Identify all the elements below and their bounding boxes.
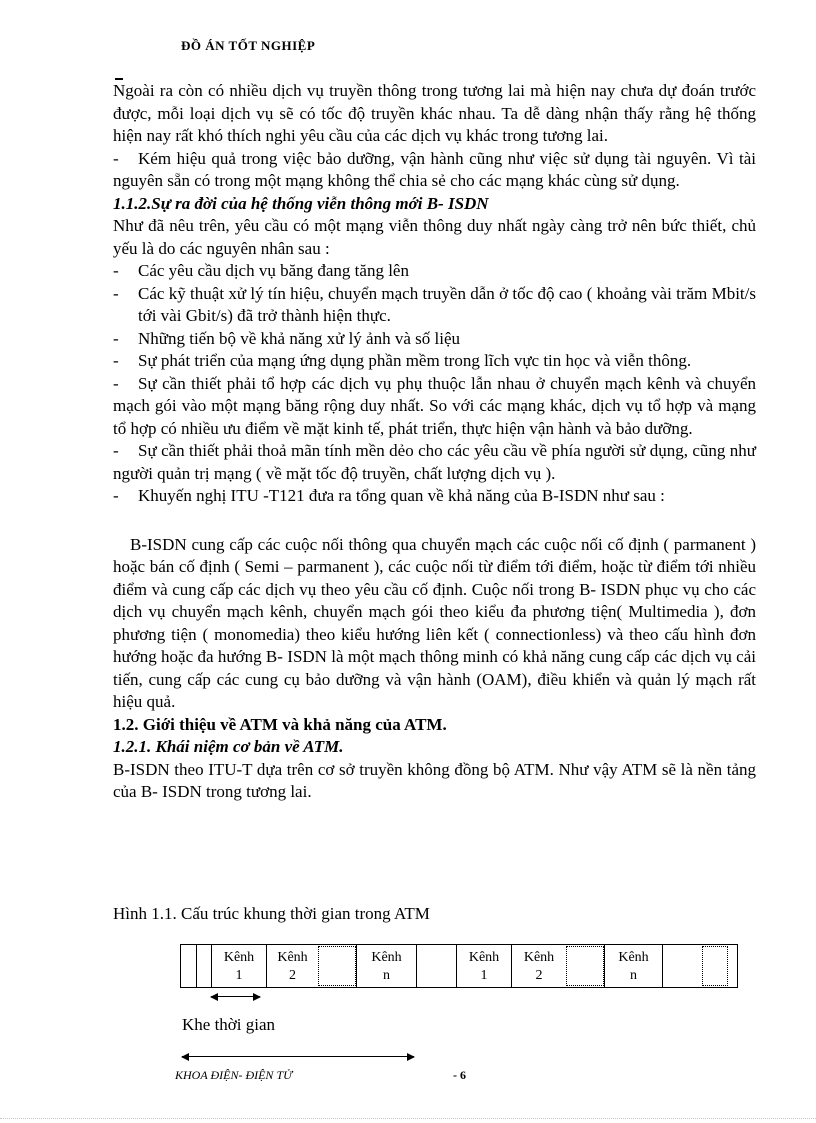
document-body bbox=[113, 80, 756, 804]
frame-cell-channel-n bbox=[356, 944, 416, 988]
list-item bbox=[113, 373, 756, 441]
cell-label-top: Kênh bbox=[277, 950, 308, 965]
bullet-text: Các yêu cầu dịch vụ băng đang tăng lên bbox=[138, 261, 409, 280]
bullet-inefficiency bbox=[113, 148, 756, 193]
frame-divider bbox=[416, 944, 456, 988]
frame-cell-channel-2b bbox=[511, 944, 566, 988]
bullet-dash: - bbox=[113, 328, 119, 348]
arrow-left-icon bbox=[210, 993, 218, 1001]
page-header-title: ĐỒ ÁN TỐT NGHIỆP bbox=[181, 38, 316, 53]
arrow-right-icon bbox=[253, 993, 261, 1001]
cell-label-top: Kênh bbox=[618, 950, 649, 965]
page-bottom-divider bbox=[0, 1118, 816, 1119]
frame-length-arrow bbox=[182, 1056, 414, 1057]
time-slot-label: Khe thời gian bbox=[182, 1015, 276, 1034]
bullet-text: Sự cần thiết phải thoả mãn tính mền dẻo cho các yêu cầu về phía người sử dụng, cũng như người quản trị mạng ( về mặt tốc độ truyền, chất lượng dịch vụ ). bbox=[113, 441, 756, 483]
cell-label-bottom: 1 bbox=[480, 968, 488, 983]
cell-label-bottom: n bbox=[383, 968, 390, 983]
bullet-dash: - bbox=[113, 486, 119, 505]
bullet-text: Kém hiệu quả trong việc bảo dưỡng, vận hành cũng như việc sử dụng tài nguyên. Vì tài nguyên sẵn có trong một mạng không thể chia sẻ cho các mạng khác cùng sử dụng. bbox=[113, 148, 756, 190]
bullet-dash: - bbox=[113, 441, 119, 460]
bullet-text: Những tiến bộ về khả năng xử lý ảnh và số liệu bbox=[138, 328, 461, 348]
frame-divider bbox=[662, 944, 702, 988]
spacer bbox=[113, 508, 756, 534]
paragraph-future-services: Ngoài ra còn có nhiều dịch vụ truyền thông trong tương lai mà hiện nay chưa dự đoán trước được, mỗi loại dịch vụ sẽ có tốc độ truyền khác nhau. Ta dễ dàng nhận thấy rằng hệ thống hiện nay rất khó thích nghi yêu cầu của các dịch vụ khác trong tương lai. bbox=[113, 81, 756, 145]
frame-cell-channel-2 bbox=[266, 944, 318, 988]
list-item bbox=[113, 440, 756, 485]
paragraph-bisdn-description: B-ISDN cung cấp các cuộc nối thông qua chuyển mạch các cuộc nối cố định ( parmanent ) hoặc bán cố định ( Semi – parmanent ), các cuộc nối từ điểm tới điểm, hoặc từ điểm tới nhiều điểm và cung cấp các dịch vụ theo yêu cầu cố định. Cuộc nối trong B- ISDN phục vụ cho các dịch vụ chuyển mạch kênh, chuyển mạch gói theo kiểu đa phương tiện( Multimedia ), đơn phương tiện ( monomedia) theo kiểu hướng liên kết ( connectionless) và theo cấu hình đơn hướng hoặc đa hướng B- ISDN là một mạch thông minh có khả năng cung cấp các dịch vụ cải tiến, cung cấp các cung cụ bảo dưỡng và vận hành (OAM), điều khiển và quản lý mạch rất hiệu quả. bbox=[113, 534, 756, 711]
frame-cell-dotted bbox=[702, 946, 728, 986]
bullet-dash: - bbox=[113, 261, 119, 280]
bullet-dash: - bbox=[113, 373, 119, 393]
bullet-text: Các kỹ thuật xử lý tín hiệu, chuyển mạch truyền dẫn ở tốc độ cao ( khoảng vài trăm Mbit/s tới vài Gbit/s) đã trở thành hiện thực. bbox=[138, 283, 756, 325]
bullet-dash: - bbox=[113, 148, 119, 168]
section-heading-1-2-1: 1.2.1. Khái niệm cơ bản về ATM. bbox=[113, 737, 344, 756]
time-slot-arrow bbox=[211, 996, 260, 997]
page-number: - 6 bbox=[453, 1068, 466, 1082]
frame-divider bbox=[196, 944, 197, 988]
frame-cell-channel-1 bbox=[211, 944, 266, 988]
bullet-dash: - bbox=[113, 283, 119, 303]
cell-label-bottom: 2 bbox=[535, 968, 543, 983]
list-item bbox=[113, 328, 756, 351]
cell-label-bottom: 2 bbox=[289, 968, 296, 983]
paragraph-atm-basis: B-ISDN theo ITU-T dựa trên cơ sở truyền không đồng bộ ATM. Như vậy ATM sẽ là nền tảng của B- ISDN trong tương lai. bbox=[113, 759, 756, 801]
cell-label-bottom: n bbox=[630, 968, 637, 983]
section-heading-1-2: 1.2. Giới thiệu về ATM và khả năng của ATM. bbox=[113, 714, 447, 734]
arrow-left-icon bbox=[181, 1053, 189, 1061]
footer-faculty: KHOA ĐIỆN- ĐIỆN TỬ bbox=[175, 1068, 293, 1082]
list-item bbox=[113, 350, 756, 373]
bullet-dash: - bbox=[113, 351, 119, 370]
list-item bbox=[113, 260, 756, 283]
cell-label-top: Kênh bbox=[468, 950, 500, 965]
section-heading-1-1-2: 1.1.2.Sự ra đời của hệ thống viễn thông mới B- ISDN bbox=[113, 193, 489, 213]
cell-label-top: Kênh bbox=[371, 950, 402, 965]
figure-caption: Hình 1.1. Cấu trúc khung thời gian trong ATM bbox=[113, 904, 430, 923]
cell-label-top: Kênh bbox=[523, 950, 555, 965]
list-item bbox=[113, 283, 756, 328]
frame-cell-dotted bbox=[318, 946, 356, 986]
arrow-right-icon bbox=[407, 1053, 415, 1061]
frame-cell-channel-1b bbox=[456, 944, 511, 988]
frame-cell-dotted bbox=[566, 946, 604, 986]
list-item bbox=[113, 485, 756, 508]
frame-cell-channel-nb bbox=[604, 944, 662, 988]
bullet-text: Sự phát triển của mạng ứng dụng phần mềm trong lĩch vực tin học và viễn thông. bbox=[138, 351, 692, 370]
cell-label-bottom: 1 bbox=[235, 968, 243, 983]
paragraph-intro-reasons: Như đã nêu trên, yêu cầu có một mạng viễn thông duy nhất ngày càng trở nên bức thiết, chủ yếu là do các nguyên nhân sau : bbox=[113, 216, 756, 258]
bullet-text: Khuyến nghị ITU -T121 đưa ra tổng quan về khả năng của B-ISDN như sau : bbox=[138, 486, 665, 505]
bullet-text: Sự cần thiết phải tổ hợp các dịch vụ phụ thuộc lẫn nhau ở chuyển mạch kênh và chuyển mạch gói vào một mạng băng rộng duy nhất. So với các mạng khác, dịch vụ tổ hợp và mạng tổ hợp có nhiều ưu điểm về mặt kinh tế, phát triển, thực hiện vận hành và bảo dưỡng. bbox=[113, 373, 756, 438]
cell-label-top: Kênh bbox=[223, 950, 255, 965]
